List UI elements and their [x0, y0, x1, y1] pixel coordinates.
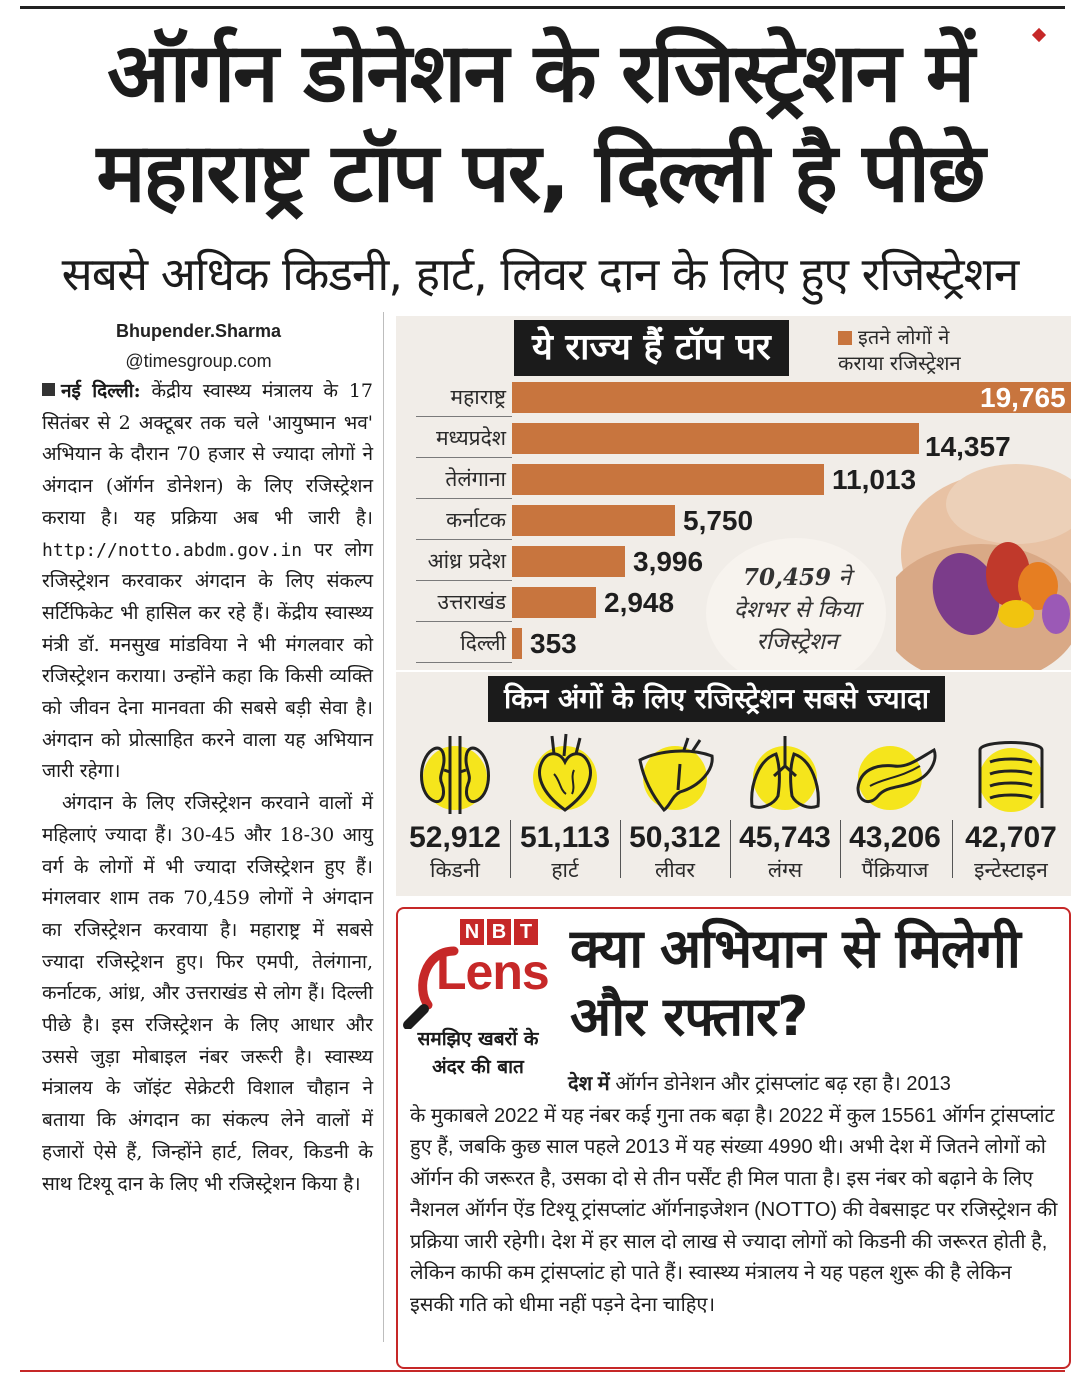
organ-value: 45,743	[739, 821, 831, 854]
state-label: दिल्ली	[460, 631, 506, 655]
state-label-underline	[416, 498, 512, 499]
chart-legend	[838, 324, 961, 376]
heart-icon	[520, 730, 610, 816]
state-label: मध्यप्रदेश	[435, 426, 506, 450]
organ-value: 43,206	[849, 821, 941, 854]
organ-value: 50,312	[629, 821, 721, 854]
top-rule	[20, 6, 1065, 9]
organ-lungs	[730, 730, 840, 884]
organs-title: किन अंगों के लिए रजिस्ट्रेशन सबसे ज्यादा	[488, 676, 945, 722]
state-label-underline	[416, 416, 512, 417]
organ-liver	[620, 730, 730, 884]
bar-value-label: 5,750	[683, 505, 754, 536]
total-number: 70,459	[742, 564, 831, 591]
states-chart-panel	[396, 316, 1071, 670]
bar-value-label: 11,013	[832, 464, 917, 495]
organ-name: पैंक्रियाज	[861, 858, 929, 882]
total-line-2: देशभर से किया	[733, 597, 861, 623]
total-suffix: ने	[838, 565, 852, 591]
legend-text-line-1: इतने लोगों ने	[858, 325, 950, 349]
lens-headline-line-2: और रफ्तार?	[570, 985, 808, 1048]
organ-value: 52,912	[409, 821, 501, 854]
chart-bar	[512, 464, 824, 495]
state-label-underline	[416, 457, 512, 458]
lens-logo-text: Lens	[436, 944, 549, 1000]
chart-bar	[512, 628, 522, 659]
state-label-underline	[416, 621, 512, 622]
lens-headline	[570, 915, 1060, 1051]
bottom-rule	[20, 1370, 1065, 1372]
organ-kidney	[400, 730, 510, 884]
state-label: आंध्र प्रदेश	[427, 549, 506, 573]
state-label: कर्नाटक	[446, 508, 506, 532]
lens-body-rest: के मुकाबले 2022 में यह नंबर कई गुना तक बढ़ा है। 2022 में कुल 15561 ऑर्गन ट्रांसप्लांट हुए हैं, जबकि कुछ साल पहले 2013 में यह संख्या 4990 थी। अभी देश में जितने लोगों को ऑर्गन की जरूरत है, उसका दो से तीन पर्सेंट ही मिल पाता है। इस नंबर को बढ़ाने के लिए नैशनल ऑर्गन ऐंड टिश्यू ट्रांसप्लांट ऑर्गनाइजेशन (NOTTO) की वेबसाइट पर रजिस्ट्रेशन की प्रक्रिया जारी रहेगी। देश में हर साल दो लाख से ज्यादा लोगों को किडनी की जरूरत होती है, लेकिन काफी कम ट्रांसप्लांट हो पाते हैं। स्वास्थ्य मंत्रालय ने यह पहल शुरू की है लेकिन इसकी गति को धीमा नहीं पड़ने देना चाहिए।	[410, 1104, 1058, 1316]
byline-email: @timesgroup.com	[125, 351, 272, 371]
article-text-1a: केंद्रीय स्वास्थ्य मंत्रालय के 17 सितंबर से 2 अक्टूबर तक चले 'आयुष्मान भव' अभियान के दौरान 70 हजार से ज्यादा लोगों ने अंगदान (ऑर्गन डोनेशन) के लिए रजिस्ट्रेशन कराया है। यह प्रक्रिया अब भी जारी है।	[42, 380, 373, 529]
state-label-underline	[416, 539, 512, 540]
lens-tagline-line-1: समझिए खबरों के	[417, 1028, 539, 1050]
lens-body-first-line	[410, 1069, 1058, 1101]
state-label: उत्तराखंड	[437, 590, 506, 614]
nbt-letter: N	[460, 919, 484, 945]
dateline: नई दिल्ली:	[61, 380, 141, 402]
liver-icon	[630, 730, 720, 816]
state-label: तेलंगाना	[445, 467, 506, 491]
chart-bar	[512, 505, 675, 536]
article-column	[14, 312, 384, 1342]
article-body	[14, 376, 383, 1200]
subheadline: सबसे अधिक किडनी, हार्ट, लिवर दान के लिए हुए रजिस्ट्रेशन	[61, 247, 1019, 301]
legend-text-line-2: कराया रजिस्ट्रेशन	[838, 351, 961, 375]
notto-url-link[interactable]: http://notto.abdm.gov.in	[42, 539, 303, 561]
organ-name: हार्ट	[551, 858, 579, 882]
organ-name: लीवर	[655, 858, 695, 882]
organ-value: 42,707	[965, 821, 1057, 854]
article-paragraph-1	[42, 376, 373, 788]
state-label-underline	[416, 580, 512, 581]
bar-value-label: 19,765	[980, 382, 1066, 413]
bar-value-label: 14,357	[925, 431, 1011, 462]
organ-pancreas	[840, 730, 950, 884]
article-text-1b: पर लोग रजिस्ट्रेशन करवाकर अंगदान के लिए संकल्प सर्टिफिकेट भी हासिल कर रहे हैं। केंद्रीय स्वास्थ्य मंत्री डॉ. मनसुख मांडविया ने भी मंगलवार को रजिस्ट्रेशन कराया। उन्होंने कहा कि किसी व्यक्ति को जीवन देना मानवता की सबसे बड़ी सेवा है। अंगदान को प्रोत्साहित करने वाला यह अभियान जारी रहेगा।	[42, 538, 373, 783]
lens-body	[410, 1069, 1058, 1321]
square-bullet-icon	[42, 383, 55, 396]
total-line-3: रजिस्ट्रेशन	[756, 629, 838, 655]
legend-swatch	[838, 331, 852, 345]
bar-value-label: 353	[530, 628, 577, 659]
pancreas-icon	[850, 730, 940, 816]
nbt-letter: T	[514, 919, 538, 945]
chart-bar	[512, 587, 596, 618]
organ-heart	[510, 730, 620, 884]
intestine-icon	[966, 730, 1056, 816]
bar-value-label: 2,948	[604, 587, 675, 618]
chart-bar	[512, 546, 625, 577]
organ-name: किडनी	[430, 858, 480, 882]
article-paragraph-2: अंगदान के लिए रजिस्ट्रेशन करवाने वालों में महिलाएं ज्यादा हैं। 30-45 और 18-30 आयु वर्ग के लोगों में भी ज्यादा रजिस्ट्रेशन हुए हैं। मंगलवार शाम तक 70,459 लोगों ने अंगदान का रजिस्ट्रेशन करवाया है। महाराष्ट्र में सबसे ज्यादा रजिस्ट्रेशन हुए। फिर एमपी, तेलंगाना, कर्नाटक, आंध्र, और उत्तराखंड से लोग हैं। दिल्ली पीछे है। इस रजिस्ट्रेशन के लिए आधार और उससे जुड़ा मोबाइल नंबर जरूरी है। स्वास्थ्य मंत्रालय के जॉइंट सेक्रेटरी विशाल चौहान ने बताया कि अंगदान का संकल्प लेने वालों में हजारों ऐसे हैं, जिन्होंने हार्ट, लिवर, किडनी के साथ टिश्यू दान के लिए भी रजिस्ट्रेशन किया है।	[42, 792, 373, 1195]
state-label: महाराष्ट्र	[450, 385, 506, 409]
lungs-icon	[740, 730, 830, 816]
lens-headline-line-1: क्या अभियान से मिलेगी	[570, 917, 1020, 980]
organ-intestine	[956, 730, 1066, 884]
total-registrations	[702, 562, 892, 658]
byline-name: Bhupender.Sharma	[115, 321, 282, 341]
state-label-underline	[416, 662, 512, 663]
lens-tagline-line-2: अंदर की बात	[432, 1056, 524, 1078]
chart-title: ये राज्य हैं टॉप पर	[514, 320, 789, 376]
organ-name: इन्टेस्टाइन	[974, 858, 1048, 882]
lens-lead: देश में	[568, 1073, 610, 1095]
headline-line-2: महाराष्ट्र टॉप पर, दिल्ली है पीछे	[96, 126, 984, 221]
organ-name: लंग्स	[767, 858, 803, 882]
nbt-lens-box	[396, 907, 1071, 1369]
nbt-letter: B	[487, 919, 511, 945]
chart-bar	[512, 423, 919, 454]
organs-panel	[396, 672, 1071, 896]
hands-holding-organs-illustration	[896, 464, 1071, 670]
lens-body-first: ऑर्गन डोनेशन और ट्रांसप्लांट बढ़ रहा है। 2013	[615, 1073, 951, 1095]
kidney-icon	[410, 730, 500, 816]
organ-value: 51,113	[519, 821, 611, 854]
headline-line-1: ऑर्गन डोनेशन के रजिस्ट्रेशन में	[107, 26, 973, 121]
organ-divider	[952, 820, 953, 878]
bar-value-label: 3,996	[633, 546, 704, 577]
